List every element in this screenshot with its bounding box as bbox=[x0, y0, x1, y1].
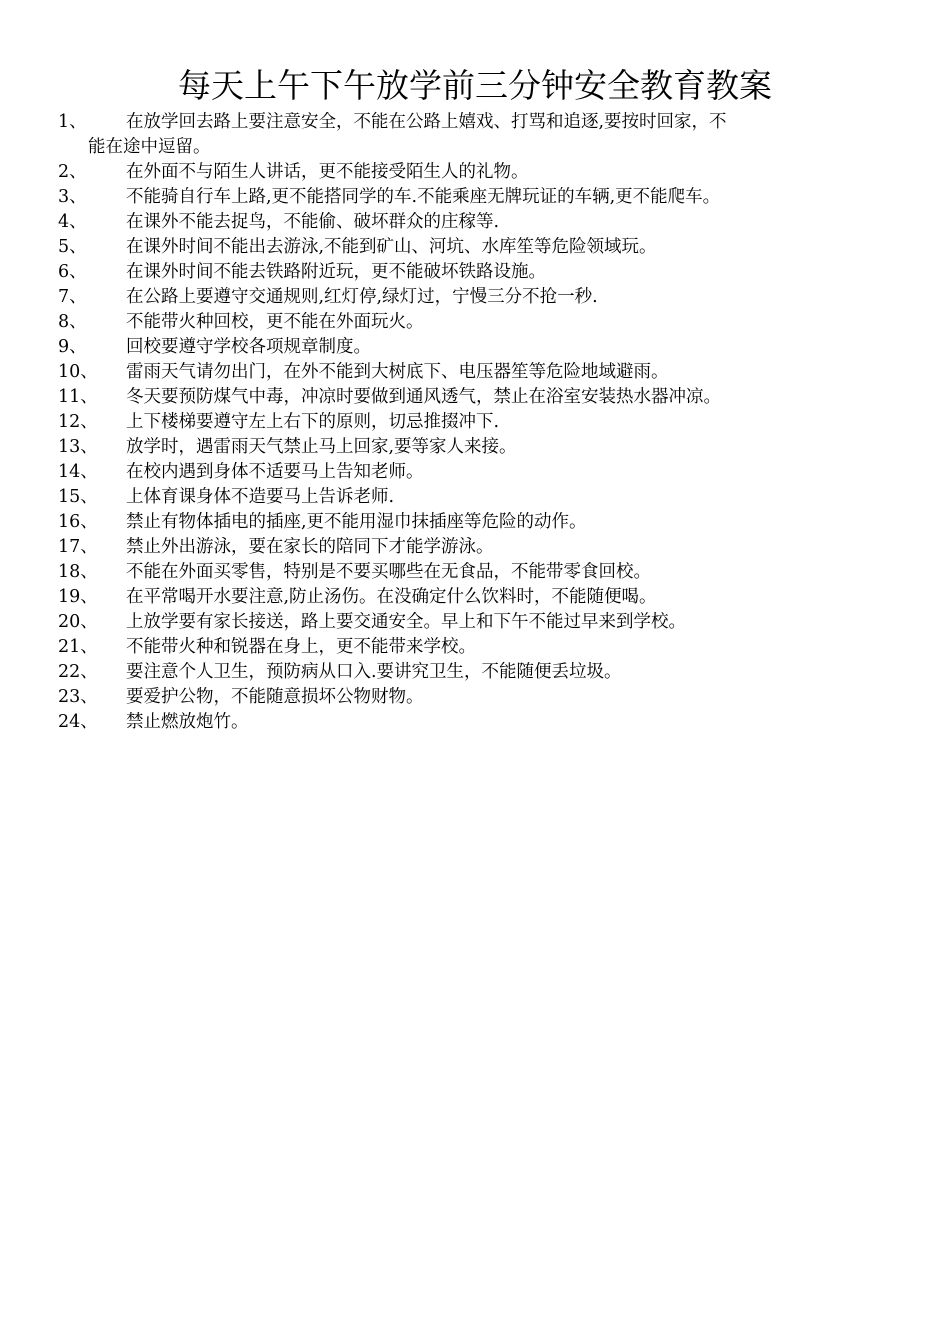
list-item bbox=[58, 485, 898, 510]
item-text: 在平常喝开水要注意,防止汤伤。在没确定什么饮料时，不能随便喝。 bbox=[126, 587, 657, 607]
list-item bbox=[58, 185, 898, 210]
item-text: 在外面不与陌生人讲话，更不能接受陌生人的礼物。 bbox=[126, 162, 529, 182]
item-text: 在课外时间不能出去游泳,不能到矿山、河坑、水库笙等危险领域玩。 bbox=[126, 237, 657, 257]
item-number: 8、 bbox=[58, 312, 87, 332]
item-text: 要爱护公物，不能随意损坏公物财物。 bbox=[126, 687, 424, 707]
list-item bbox=[58, 310, 898, 335]
item-text: 在公路上要遵守交通规则,红灯停,绿灯过，宁慢三分不抢一秒. bbox=[126, 287, 598, 307]
item-text: 要注意个人卫生，预防病从口入.要讲究卫生，不能随便丢垃圾。 bbox=[126, 662, 622, 682]
item-text: 上体育课身体不造要马上告诉老师. bbox=[126, 487, 395, 507]
list-item bbox=[58, 660, 898, 685]
item-number: 21、 bbox=[58, 637, 98, 657]
list-item bbox=[58, 635, 898, 660]
item-number: 17、 bbox=[58, 537, 98, 557]
item-number: 13、 bbox=[58, 437, 98, 457]
list-item bbox=[58, 460, 898, 485]
list-item bbox=[58, 685, 898, 710]
item-text: 在校内遇到身体不适要马上告知老师。 bbox=[126, 462, 424, 482]
item-number: 11、 bbox=[58, 387, 98, 407]
list-item bbox=[58, 210, 898, 235]
list-item bbox=[58, 360, 898, 385]
item-number: 19、 bbox=[58, 587, 98, 607]
item-text-continuation: 能在途中逗留。 bbox=[88, 137, 211, 157]
item-number: 7、 bbox=[58, 287, 87, 307]
item-text: 雷雨天气请勿出门，在外不能到大树底下、电压器笙等危险地域避雨。 bbox=[126, 362, 669, 382]
list-item bbox=[58, 110, 898, 160]
item-text bbox=[88, 110, 898, 135]
item-text: 不能骑自行车上路,更不能搭同学的车.不能乘座无牌玩证的车辆,更不能爬车。 bbox=[126, 187, 721, 207]
list-item bbox=[58, 235, 898, 260]
item-number: 15、 bbox=[58, 487, 98, 507]
item-text: 在课外不能去捉鸟，不能偷、破坏群众的庄稼等. bbox=[126, 212, 500, 232]
item-number: 1、 bbox=[58, 112, 87, 132]
item-number: 24、 bbox=[58, 712, 98, 732]
item-text-line: 在放学回去路上要注意安全，不能在公路上嬉戏、打骂和追逐,要按时回家，不 bbox=[126, 112, 727, 132]
list-item bbox=[58, 435, 898, 460]
item-number: 22、 bbox=[58, 662, 98, 682]
list-item bbox=[58, 585, 898, 610]
rules-list bbox=[58, 110, 898, 735]
item-text: 禁止有物体插电的插座,更不能用湿巾抹插座等危险的动作。 bbox=[126, 512, 587, 532]
list-item bbox=[58, 560, 898, 585]
item-text: 放学时，遇雷雨天气禁止马上回家,要等家人来接。 bbox=[126, 437, 517, 457]
item-text: 不能带火种和锐器在身上，更不能带来学校。 bbox=[126, 637, 476, 657]
item-number: 2、 bbox=[58, 162, 87, 182]
item-number: 23、 bbox=[58, 687, 98, 707]
item-text: 禁止燃放炮竹。 bbox=[126, 712, 249, 732]
item-number: 16、 bbox=[58, 512, 98, 532]
item-number: 14、 bbox=[58, 462, 98, 482]
item-number: 3、 bbox=[58, 187, 87, 207]
list-item bbox=[58, 160, 898, 185]
list-item bbox=[58, 410, 898, 435]
list-item bbox=[58, 510, 898, 535]
item-number: 12、 bbox=[58, 412, 98, 432]
item-number: 6、 bbox=[58, 262, 87, 282]
item-number: 4、 bbox=[58, 212, 87, 232]
document-title: 每天上午下午放学前三分钟安全教育教案 bbox=[178, 66, 772, 105]
list-item bbox=[58, 710, 898, 735]
item-text: 上放学要有家长接送，路上要交通安全。早上和下午不能过早来到学校。 bbox=[126, 612, 686, 632]
item-text: 上下楼梯要遵守左上右下的原则，切忌推掇冲下. bbox=[126, 412, 500, 432]
list-item bbox=[58, 285, 898, 310]
item-number: 10、 bbox=[58, 362, 98, 382]
item-text: 在课外时间不能去铁路附近玩，更不能破坏铁路设施。 bbox=[126, 262, 546, 282]
item-number: 9、 bbox=[58, 337, 87, 357]
list-item bbox=[58, 385, 898, 410]
item-number: 20、 bbox=[58, 612, 98, 632]
item-text: 冬天要预防煤气中毒，冲凉时要做到通风透气，禁止在浴室安装热水器冲凉。 bbox=[126, 387, 721, 407]
item-text: 禁止外出游泳，要在家长的陪同下才能学游泳。 bbox=[126, 537, 494, 557]
item-number: 18、 bbox=[58, 562, 98, 582]
list-item bbox=[58, 335, 898, 360]
list-item bbox=[58, 535, 898, 560]
item-text: 不能在外面买零售，特别是不要买哪些在无食品，不能带零食回校。 bbox=[126, 562, 651, 582]
item-number: 5、 bbox=[58, 237, 87, 257]
list-item bbox=[58, 610, 898, 635]
item-text: 回校要遵守学校各项规章制度。 bbox=[126, 337, 371, 357]
list-item bbox=[58, 260, 898, 285]
item-text: 不能带火种回校，更不能在外面玩火。 bbox=[126, 312, 424, 332]
